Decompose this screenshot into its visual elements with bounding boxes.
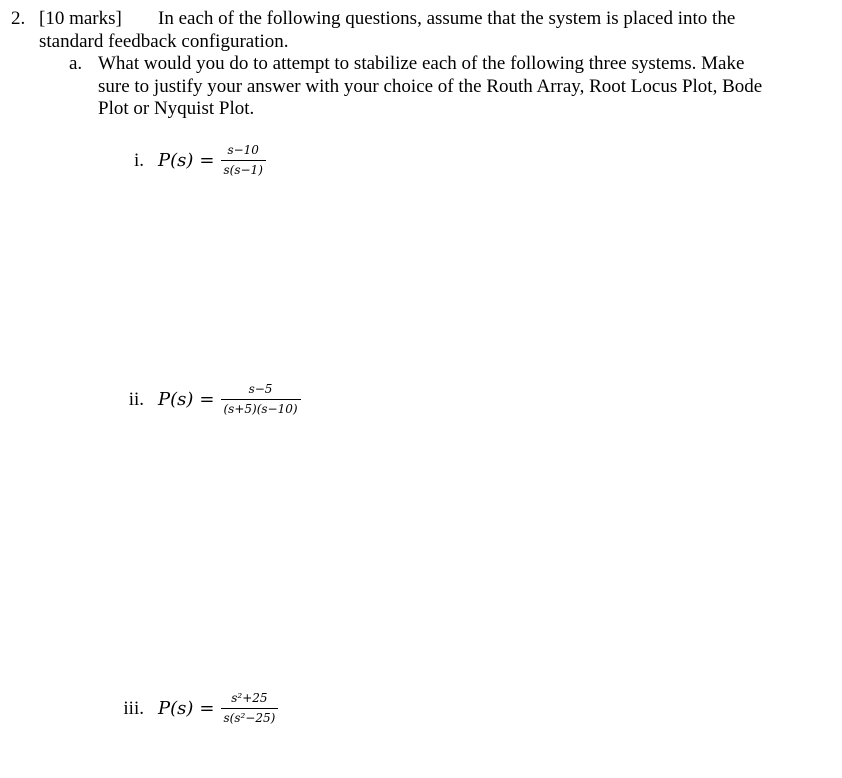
equation-i-equals: = [199, 150, 215, 171]
equation-i-fraction [221, 143, 266, 178]
equation-ii-lhs: P(s) [158, 389, 194, 410]
equation-ii-denominator: (s+5)(s−10) [221, 399, 301, 417]
equation-iii-fraction [221, 691, 279, 726]
equation-ii [120, 382, 301, 417]
equation-i-numerator: s−10 [227, 143, 259, 157]
equation-ii-fraction [221, 382, 301, 417]
part-a-label: a. [69, 53, 83, 74]
equation-ii-label: ii. [128, 388, 144, 410]
equation-iii-equals: = [199, 698, 215, 719]
equation-i-label: i. [133, 149, 144, 171]
equation-iii-denominator: s(s²−25) [221, 708, 279, 726]
equation-iii [113, 691, 278, 726]
equation-i-lhs: P(s) [158, 150, 194, 171]
equation-i-denominator: s(s−1) [221, 160, 266, 178]
equation-ii-equals: = [199, 389, 215, 410]
equation-i [126, 143, 266, 178]
equation-iii-numerator: s²+25 [231, 691, 268, 705]
part-a-line-2: sure to justify your answer with your choice of the Routh Array, Root Locus Plot, Bode [98, 76, 763, 97]
equation-ii-numerator: s−5 [248, 382, 273, 396]
equation-iii-lhs: P(s) [158, 698, 194, 719]
part-a-line-1: What would you do to attempt to stabilize each of the following three systems. Make [98, 53, 745, 74]
question-marks: [10 marks] [39, 8, 122, 29]
question-intro-line-2: standard feedback configuration. [39, 31, 289, 52]
equation-iii-label: iii. [123, 697, 144, 719]
question-number: 2. [11, 8, 26, 29]
part-a-line-3: Plot or Nyquist Plot. [98, 98, 255, 119]
question-intro-line-1: In each of the following questions, assume that the system is placed into the [158, 8, 736, 29]
